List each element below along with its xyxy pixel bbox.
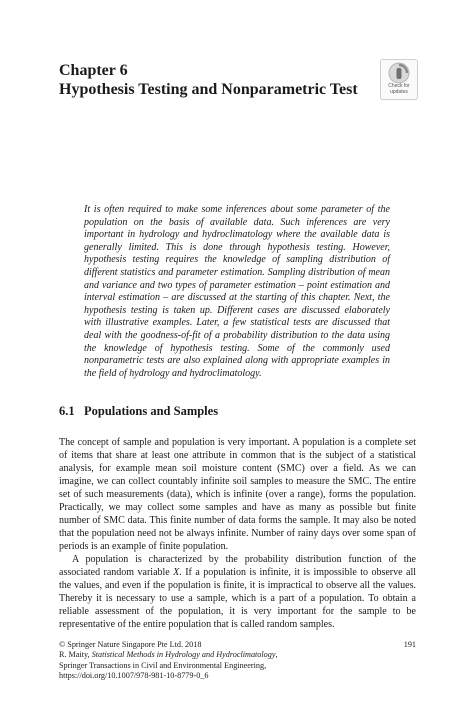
series-line: Springer Transactions in Civil and Environmental Engineering, xyxy=(59,660,267,670)
section-heading xyxy=(59,404,419,419)
body-text xyxy=(59,436,416,631)
copyright-line: © Springer Nature Singapore Pte Ltd. 2018 xyxy=(59,640,202,649)
paragraph-2-after: . If a population is infinite, it is impossible to observe all the values, and even if the population is finite, it is impractical to observe all the values. Thereby it is necessary to use a sample, which is a part of a population. To obtain a reliable assessment of the population, it is very important for the sample to be representative of the entire population that is called random samples. xyxy=(59,567,417,630)
chapter-abstract: It is often required to make some inferences about some parameter of the population on the basis of available data. Such inferences are very important in hydrology and hydroclimatology where the available data is generally limited. This is done through hypothesis testing. However, hypothesis testing requires the knowledge of sampling distribution of different statistics and parameter estimation. Sampling distribution of mean and variance and two types of parameter estimation – point estimation and interval estimation – are discussed at the starting of this chapter. Next, the hypothesis testing is taken up. Different cases are discussed elaborately with illustrative examples. Later, a few statistical tests are discussed that deal with the goodness-of-fit of a probability distribution to the data using the knowledge of hypothesis testing. Some of the commonly used nonparametric tests are also explained along with appropriate examples in the field of hydrology and hydroclimatology. xyxy=(84,204,390,379)
citation-comma: , xyxy=(275,650,278,660)
section-number: 6.1 xyxy=(59,404,75,418)
citation-title: Statistical Methods in Hydrology and Hydroclimatology xyxy=(91,650,276,660)
badge-line-2: updates xyxy=(390,88,408,95)
page-footer xyxy=(59,640,416,681)
page-number: 191 xyxy=(403,640,416,649)
check-for-updates-badge[interactable] xyxy=(380,59,418,100)
citation-authors: R. Maity, xyxy=(59,650,92,660)
badge-line-1: Check for xyxy=(388,83,410,89)
paragraph-2 xyxy=(59,553,416,631)
paragraph-1: The concept of sample and population is very important. A population is a complete set of items that share at least one attribute in common that is the subject of a statistical analysis, for example mean soil moisture content (SMC) over a field. As we can imagine, we can collect countably infinite soil samples to measure the SMC. The entire set of such measurements (data), which is infinite (over a range), forms the population. Practically, we may collect some samples and have as many as possible but finite number of SMC data. This finite number of data forms the sample. It may also be noted that the population need not be always infinite. Number of rainy days over some span of periods is an example of finite population. xyxy=(59,437,416,552)
check-for-updates-icon xyxy=(388,62,410,84)
chapter-label: Chapter 6 xyxy=(59,62,128,79)
paragraph-2-before: A population is characterized by the probability distribution function of the associated random variable xyxy=(59,554,416,578)
chapter-title: Hypothesis Testing and Nonparametric Test xyxy=(59,81,358,98)
random-variable: X xyxy=(173,567,180,578)
citation-line xyxy=(59,650,416,660)
doi-link[interactable]: https://doi.org/10.1007/978-981-10-8779-0_6 xyxy=(59,670,209,680)
section-title: Populations and Samples xyxy=(84,404,219,418)
